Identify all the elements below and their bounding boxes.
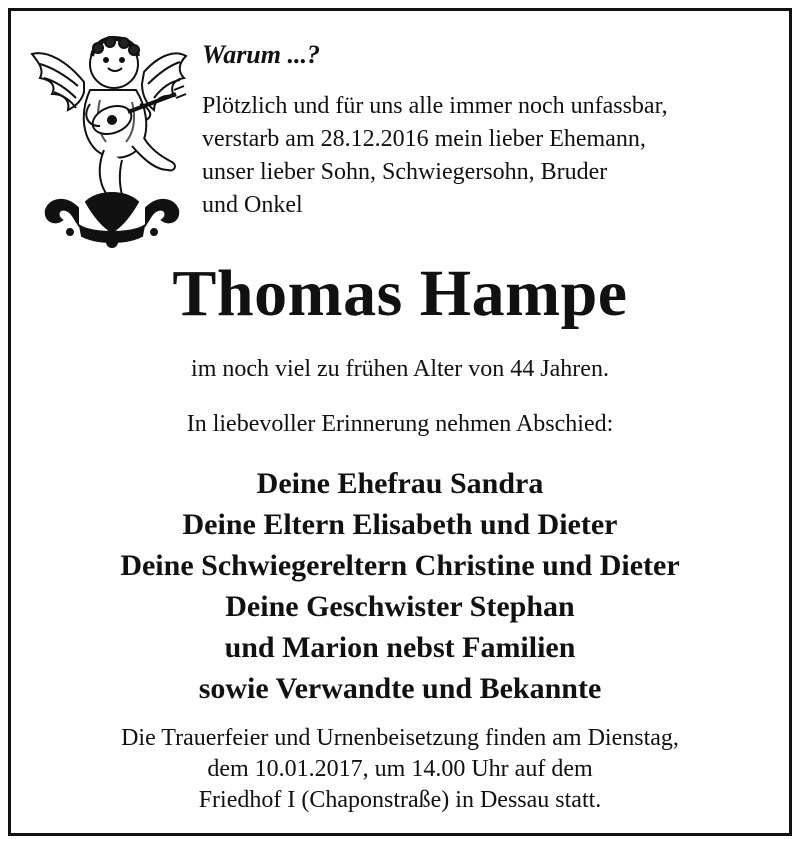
age-line: im noch viel zu frühen Alter von 44 Jahren. (191, 356, 609, 382)
service-line: Die Trauerfeier und Urnenbeisetzung finden am Dienstag, (121, 725, 679, 751)
mourner-line: Deine Geschwister Stephan (225, 590, 575, 623)
mourner-line: Deine Ehefrau Sandra (256, 467, 544, 500)
cherub-with-mandolin-icon (26, 20, 194, 250)
deceased-name: Thomas Hampe (172, 257, 628, 330)
mourner-line: sowie Verwandte und Bekannte (198, 672, 602, 705)
heading-warum: Warum ...? (202, 40, 320, 69)
intro-line: und Onkel (202, 192, 303, 218)
mourner-line: Deine Eltern Elisabeth und Dieter (182, 508, 618, 541)
mourner-line: Deine Schwiegereltern Christine und Dieter (120, 549, 680, 582)
service-line: Friedhof I (Chaponstraße) in Dessau statt. (198, 787, 602, 813)
mourner-line: und Marion nebst Familien (224, 631, 576, 664)
service-line: dem 10.01.2017, um 14.00 Uhr auf dem (207, 756, 593, 782)
intro-line: Plötzlich und für uns alle immer noch unfassbar, (202, 93, 668, 119)
service-details (0, 723, 800, 816)
intro-line: verstarb am 28.12.2016 mein lieber Ehemann, (202, 126, 646, 152)
intro-text (202, 90, 782, 222)
intro-line: unser lieber Sohn, Schwiegersohn, Bruder (202, 159, 608, 185)
mourners-list (0, 463, 800, 709)
farewell-line: In liebevoller Erinnerung nehmen Abschied: (186, 411, 614, 437)
